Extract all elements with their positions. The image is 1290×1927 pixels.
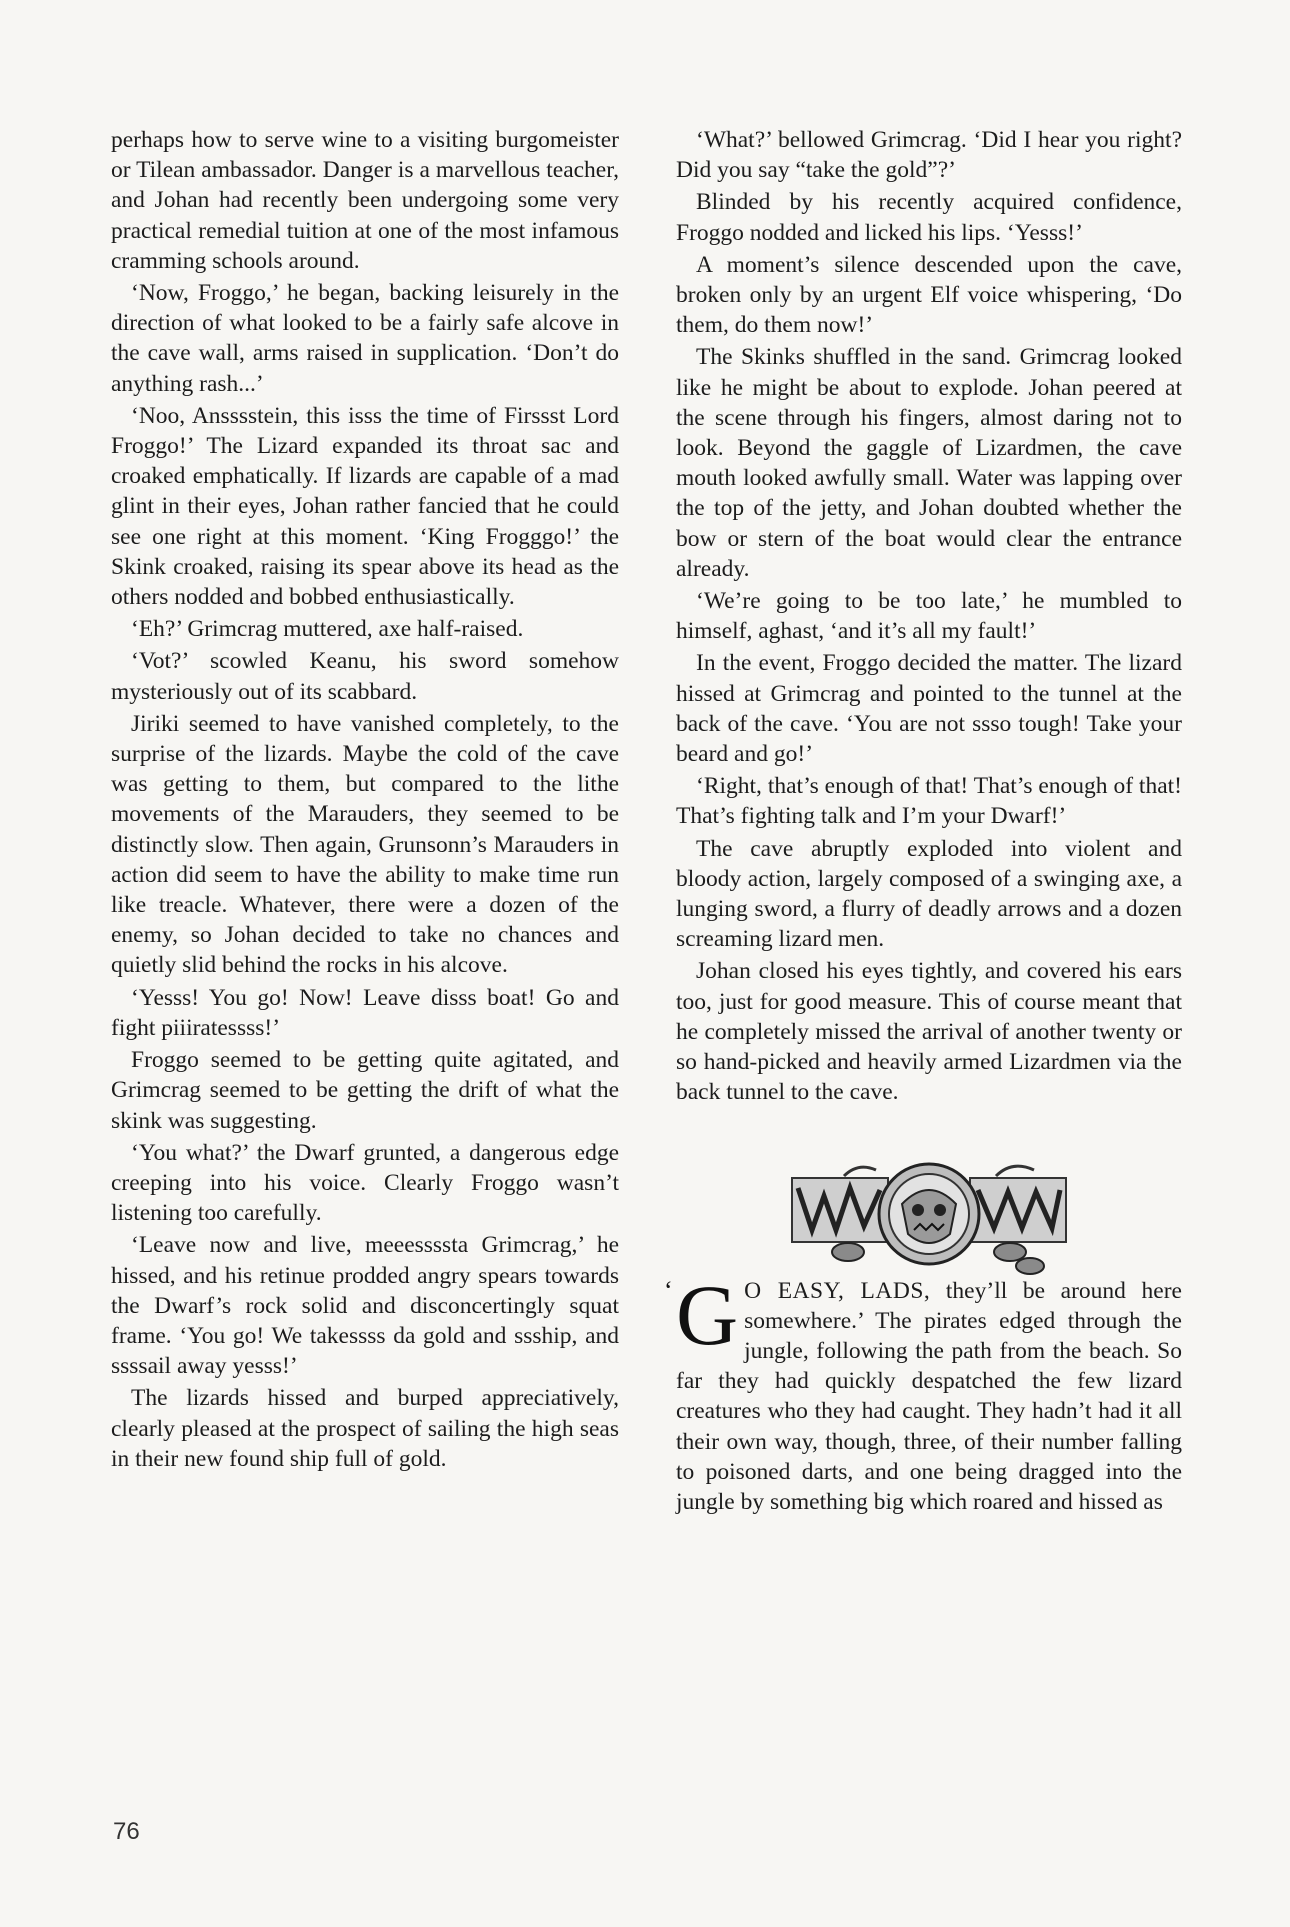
paragraph: ‘Noo, Ansssstein, this isss the time of Firssst Lord Froggo!’ The Lizard expanded its throat sac and croaked emphatically. If lizards are capable of a mad glint in their eyes, Johan rather fancied that he could see one right at this moment. ‘King Frogggo!’ the Skink croaked, raising its spear above its head as the others nodded and bobbed enthusiastically.: [111, 402, 619, 611]
drop-cap: [664, 1266, 739, 1363]
paragraph: ‘Yesss! You go! Now! Leave disss boat! Go and fight piiiratessss!’: [111, 984, 619, 1041]
paragraph: ‘What?’ bellowed Grimcrag. ‘Did I hear you right? Did you say “take the gold”?’: [676, 127, 1182, 184]
chapter-opening-paragraph: [664, 1266, 1182, 1518]
paragraph: Blinded by his recently acquired confidence, Froggo nodded and licked his lips. ‘Yesss!’: [676, 189, 1182, 246]
paragraph: Johan closed his eyes tightly, and covered his ears too, just for good measure. This of course meant that he completely missed the arrival of another twenty or so hand-picked and heavily armed Lizardmen via the back tunnel to the cave.: [676, 958, 1182, 1106]
paragraph: ‘Eh?’ Grimcrag muttered, axe half-raised.: [131, 616, 524, 643]
paragraph: perhaps how to serve wine to a visiting burgomeister or Tilean ambassador. Danger is a marvellous teacher, and Johan had recently been undergoing some very practical remedial tuition at one of the most infamous cramming schools around.: [111, 127, 619, 274]
paragraph: Jiriki seemed to have vanished completely, to the surprise of the lizards. Maybe the cold of the cave was getting to them, but compared to the lithe movements of the Marauders, they seemed to be distinctly slow. Then again, Grunsonn’s Marauders in action did seem to have the ability to make time run like treacle. Whatever, there were a dozen of the enemy, so Johan decided to take no chances and quietly slid behind the rocks in his alcove.: [111, 710, 619, 979]
drop-cap-letter: G: [676, 1266, 739, 1363]
paragraph: Froggo seemed to be getting quite agitated, and Grimcrag seemed to be getting the drift of what the skink was suggesting.: [111, 1047, 619, 1134]
paragraph: The cave abruptly exploded into violent and bloody action, largely composed of a swinging axe, a lunging sword, a flurry of deadly arrows and a dozen screaming lizard men.: [676, 835, 1182, 953]
lizard-shield-vignette-icon: [784, 1156, 1074, 1276]
chapter-text: they’ll be around here somewhere.’ The pirates edged through the jungle, following the path from the beach. So far they had quickly despatched the few lizard creatures who they had caught. They hadn’t had it all their own way, though, three, of their number falling to poisoned darts, and one being dragged into the jungle by something big which roared and hissed as: [676, 1277, 1182, 1515]
page-number: 76: [113, 1818, 140, 1845]
paragraph: ‘You what?’ the Dwarf grunted, a dangerous edge creeping into his voice. Clearly Froggo wasn’t listening too carefully.: [111, 1139, 619, 1227]
paragraph: A moment’s silence descended upon the cave, broken only by an urgent Elf voice whispering, ‘Do them, do them now!’: [676, 251, 1182, 339]
opening-quote-mark: ‘: [664, 1275, 673, 1305]
left-column: [111, 125, 619, 1476]
paragraph: ‘We’re going to be too late,’ he mumbled to himself, aghast, ‘and it’s all my fault!’: [676, 588, 1182, 645]
paragraph: The Skinks shuffled in the sand. Grimcrag looked like he might be about to explode. Johan peered at the scene through his fingers, almost daring not to look. Beyond the gaggle of Lizardmen, the cave mouth looked awfully small. Water was lapping over the top of the jetty, and Johan doubted whether the bow or stern of the boat would clear the entrance already.: [676, 344, 1182, 582]
paragraph: The lizards hissed and burped appreciatively, clearly pleased at the prospect of sailing the high seas in their new found ship full of gold.: [111, 1385, 619, 1472]
lead-caps: O EASY, LADS,: [744, 1277, 931, 1304]
paragraph: ‘Vot?’ scowled Keanu, his sword somehow mysteriously out of its scabbard.: [111, 648, 619, 705]
paragraph: ‘Leave now and live, meeessssta Grimcrag,’ he hissed, and his retinue prodded angry spears towards the Dwarf’s rock solid and disconcertingly squat frame. ‘You go! We takessss da gold and ssship, and ssssail away yesss!’: [111, 1232, 619, 1380]
paragraph: In the event, Froggo decided the matter. The lizard hissed at Grimcrag and pointed to the tunnel at the back of the cave. ‘You are not ssso tough! Take your beard and go!’: [676, 650, 1182, 768]
right-column: [664, 125, 1182, 1519]
paragraph: ‘Now, Froggo,’ he began, backing leisurely in the direction of what looked to be a fairly safe alcove in the cave wall, arms raised in supplication. ‘Don’t do anything rash...’: [111, 280, 619, 397]
paragraph: ‘Right, that’s enough of that! That’s enough of that! That’s fighting talk and I’m your Dwarf!’: [676, 773, 1182, 830]
